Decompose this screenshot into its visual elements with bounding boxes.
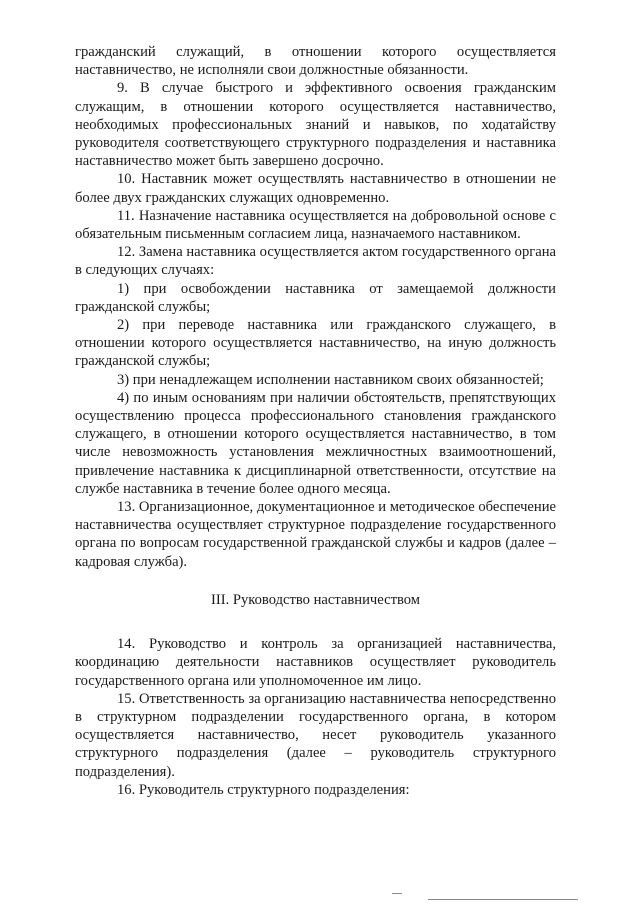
paragraph-15: 15. Ответственность за организацию наставничества непосредственно в структурном подразделении государственного органа, в котором осуществляется наставничество, несет руководитель указанного структурного подразделения (далее – руководитель структурного подразделения). [75, 690, 556, 780]
paragraph-continuation: гражданский служащий, в отношении которого осуществляется наставничество, не исполняли свои должностные обязанности. [75, 44, 556, 79]
document-body [75, 43, 556, 799]
paragraph-12-item-4: 4) по иным основаниям при наличии обстоятельств, препятствующих осуществлению процесса профессионального становления гражданского служащего, в отношении которого осуществляется наставничество, в том числе невозможность установления межличностных взаимоотношений, привлечение наставника к дисциплинарной ответственности, отсутствие на службе наставника в течение более одного месяца. [75, 389, 556, 497]
scan-artifact-line [392, 893, 402, 894]
paragraph-12-item-3: 3) при ненадлежащем исполнении наставником своих обязанностей; [117, 371, 544, 388]
scan-artifact-line [428, 899, 578, 900]
paragraph-12-item-1: 1) при освобождении наставника от замещаемой должности гражданской службы; [75, 280, 556, 315]
paragraph-9: 9. В случае быстрого и эффективного освоения гражданским служащим, в отношении которого осуществляется наставничество, необходимых профессиональных знаний и навыков, по ходатайству руководителя соответствующего структурного подразделения и наставника наставничество может быть завершено досрочно. [75, 80, 556, 170]
paragraph-12: 12. Замена наставника осуществляется актом государственного органа в следующих случаях: [75, 244, 556, 279]
paragraph-11: 11. Назначение наставника осуществляется на добровольной основе с обязательным письменным согласием лица, назначаемого наставником. [75, 207, 556, 243]
paragraph-14: 14. Руководство и контроль за организацией наставничества, координацию деятельности наставников осуществляет руководитель государственного органа или уполномоченное им лицо. [75, 636, 556, 689]
paragraph-16: 16. Руководитель структурного подразделения: [117, 781, 410, 798]
paragraph-10: 10. Наставник может осуществлять наставничество в отношении не более двух гражданских служащих одновременно. [75, 171, 556, 206]
paragraph-12-item-2: 2) при переводе наставника или гражданского служащего, в отношении которого осуществляется наставничество, на иную должность гражданской службы; [75, 317, 556, 370]
paragraph-13: 13. Организационное, документационное и методическое обеспечение наставничества осуществляет структурное подразделение государственного органа по вопросам государственной гражданской службы и кадров (далее – кадровая служба). [75, 499, 557, 570]
section-heading: III. Руководство наставничеством [210, 591, 420, 608]
